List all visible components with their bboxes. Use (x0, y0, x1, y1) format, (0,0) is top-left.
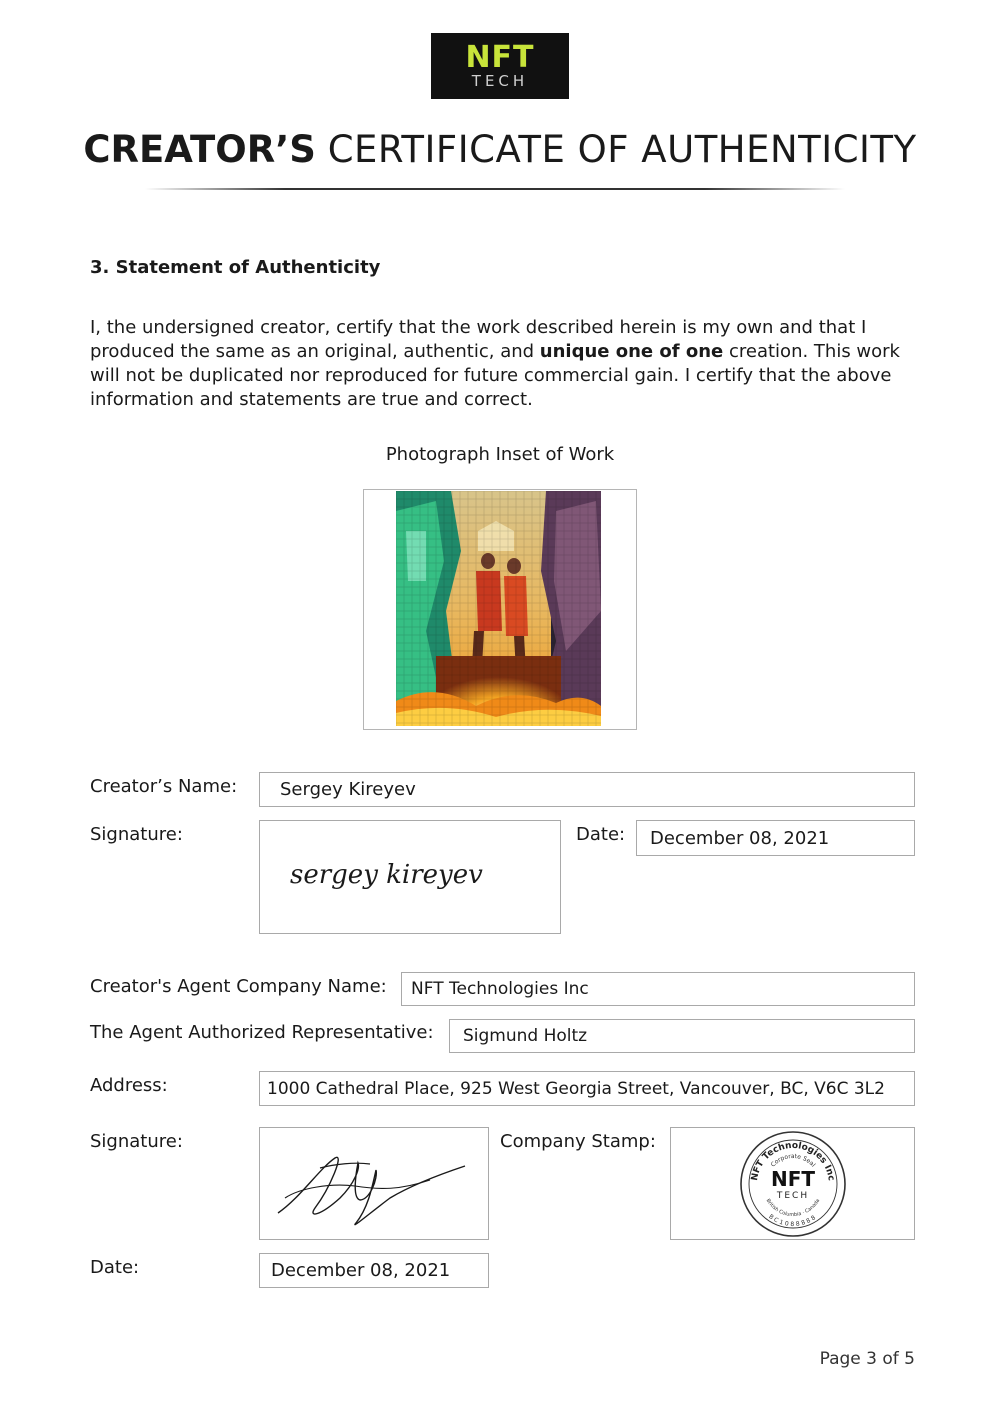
title-rest: CERTIFICATE OF AUTHENTICITY (327, 128, 917, 171)
address-label: Address: (90, 1075, 168, 1096)
artwork-image (396, 491, 601, 726)
agent-signature-box[interactable] (259, 1127, 489, 1240)
agent-rep-label: The Agent Authorized Representative: (90, 1022, 434, 1043)
creator-signature-box[interactable] (259, 820, 561, 934)
page-title (0, 128, 1000, 171)
stamp-ring-bottom: British Columbia · Canada (764, 1197, 822, 1219)
company-stamp-box (670, 1127, 915, 1240)
creator-signature-text: sergey kireyev (290, 860, 483, 890)
statement-paragraph (90, 316, 920, 412)
creator-signature-image (260, 821, 560, 933)
title-divider (145, 188, 845, 190)
logo-primary: NFT (465, 40, 535, 75)
creator-date-label: Date: (576, 824, 626, 845)
agent-date-label: Date: (90, 1257, 140, 1278)
agent-company-label: Creator's Agent Company Name: (90, 976, 387, 997)
address-field[interactable]: 1000 Cathedral Place, 925 West Georgia Street, Vancouver, BC, V6C 3L2 (259, 1071, 915, 1106)
statement-text-before: I, the undersigned creator, certify that the work described herein is my own and that I produced the same as an original, authentic, and (90, 317, 867, 362)
creator-date-field[interactable]: December 08, 2021 (636, 820, 915, 856)
section-heading: 3. Statement of Authenticity (90, 257, 381, 278)
agent-rep-field[interactable]: Sigmund Holtz (449, 1019, 915, 1053)
photo-caption: Photograph Inset of Work (385, 444, 615, 465)
creator-name-field[interactable]: Sergey Kireyev (259, 772, 915, 807)
page-number: Page 3 of 5 (819, 1349, 915, 1369)
company-seal-image (671, 1128, 914, 1239)
stamp-center-primary: NFT (770, 1167, 816, 1191)
statement-text-after: creation. This work will not be duplicated nor reproduced for future commercial gain. I certify that the above information and statements are true and correct. (90, 341, 900, 410)
title-bold: CREATOR’S (83, 128, 316, 171)
nft-tech-logo (431, 33, 569, 99)
stamp-center-secondary: TECH (776, 1191, 810, 1201)
stamp-ring-number: BC1088888 (767, 1213, 819, 1229)
stamp-ring-inner: Corporate Seal (769, 1152, 817, 1169)
creator-signature-label: Signature: (90, 824, 183, 845)
agent-signature-label: Signature: (90, 1131, 183, 1152)
agent-date-field[interactable]: December 08, 2021 (259, 1253, 489, 1288)
agent-signature-image (260, 1128, 488, 1239)
agent-company-field[interactable]: NFT Technologies Inc (401, 972, 915, 1006)
artwork-illustration (396, 491, 601, 726)
stamp-ring-top: NFT Technologies Inc (750, 1140, 836, 1182)
logo-secondary: TECH (471, 72, 529, 90)
company-stamp-label: Company Stamp: (500, 1131, 656, 1152)
statement-text-bold: unique one of one (539, 341, 724, 362)
creator-name-label: Creator’s Name: (90, 776, 238, 797)
